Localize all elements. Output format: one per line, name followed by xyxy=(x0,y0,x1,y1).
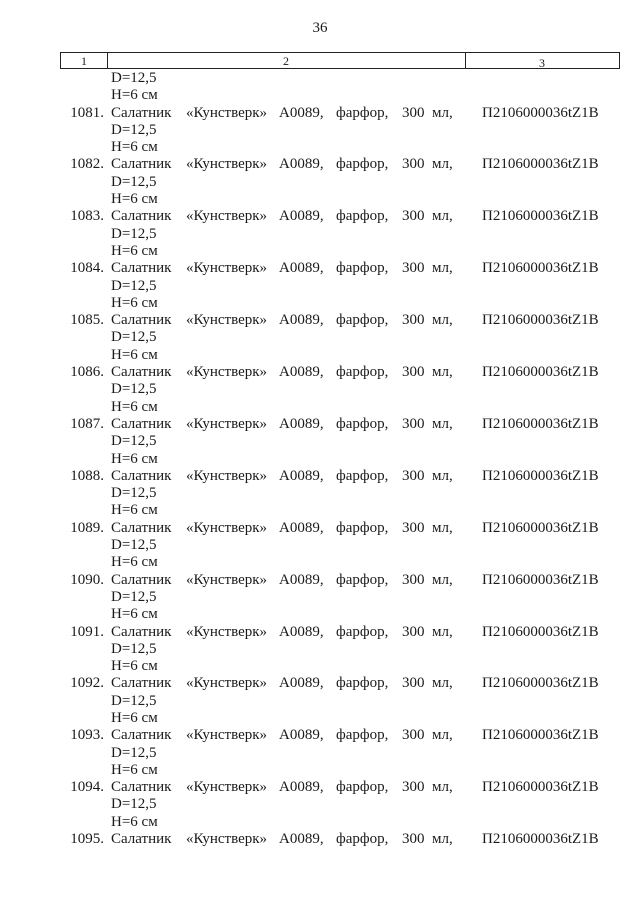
continuation-line xyxy=(0,191,640,208)
item-material: фарфор, xyxy=(336,467,389,484)
item-name: Салатник xyxy=(111,779,172,796)
continuation-line xyxy=(0,139,640,156)
item-article: A0089, xyxy=(279,104,324,121)
item-volume: 300 xyxy=(402,571,425,588)
item-height: H=6 см xyxy=(111,502,158,519)
continuation-line xyxy=(0,606,640,623)
row-number: 1085. xyxy=(70,312,104,329)
item-brand: «Кунстверк» xyxy=(186,727,268,744)
item-height: H=6 см xyxy=(111,658,158,675)
table-row xyxy=(0,312,640,329)
row-number: 1089. xyxy=(70,519,104,536)
item-name: Салатник xyxy=(111,831,172,848)
continuation-line xyxy=(0,399,640,416)
item-unit: мл, xyxy=(432,104,453,121)
continuation-line xyxy=(0,70,640,87)
item-article: A0089, xyxy=(279,312,324,329)
item-article: A0089, xyxy=(279,208,324,225)
continuation-line xyxy=(0,589,640,606)
item-article: A0089, xyxy=(279,415,324,432)
item-material: фарфор, xyxy=(336,571,389,588)
item-unit: мл, xyxy=(432,312,453,329)
item-volume: 300 xyxy=(402,467,425,484)
column-header-2: 2 xyxy=(107,53,466,68)
item-unit: мл, xyxy=(432,415,453,432)
item-brand: «Кунстверк» xyxy=(186,623,268,640)
row-number: 1086. xyxy=(70,364,104,381)
continuation-line xyxy=(0,745,640,762)
item-name: Салатник xyxy=(111,104,172,121)
item-unit: мл, xyxy=(432,260,453,277)
item-unit: мл, xyxy=(432,156,453,173)
item-code: П2106000036tZ1B xyxy=(482,623,599,640)
item-volume: 300 xyxy=(402,104,425,121)
item-brand: «Кунстверк» xyxy=(186,312,268,329)
continuation-line xyxy=(0,347,640,364)
row-number: 1092. xyxy=(70,675,104,692)
continuation-line xyxy=(0,710,640,727)
table-row xyxy=(0,364,640,381)
item-diameter: D=12,5 xyxy=(111,796,157,813)
continuation-line xyxy=(0,554,640,571)
item-height: H=6 см xyxy=(111,450,158,467)
item-brand: «Кунстверк» xyxy=(186,364,268,381)
continuation-line xyxy=(0,693,640,710)
item-article: A0089, xyxy=(279,675,324,692)
item-diameter: D=12,5 xyxy=(111,588,157,605)
item-diameter: D=12,5 xyxy=(111,329,157,346)
item-name: Салатник xyxy=(111,727,172,744)
page-number: 36 xyxy=(312,20,328,36)
row-number: 1094. xyxy=(70,779,104,796)
item-name: Салатник xyxy=(111,415,172,432)
table-row xyxy=(0,572,640,589)
item-brand: «Кунстверк» xyxy=(186,779,268,796)
item-name: Салатник xyxy=(111,675,172,692)
item-diameter: D=12,5 xyxy=(111,173,157,190)
item-code: П2106000036tZ1B xyxy=(482,415,599,432)
item-unit: мл, xyxy=(432,467,453,484)
table-row xyxy=(0,520,640,537)
item-brand: «Кунстверк» xyxy=(186,675,268,692)
item-brand: «Кунстверк» xyxy=(186,104,268,121)
item-name: Салатник xyxy=(111,623,172,640)
item-height: H=6 см xyxy=(111,761,158,778)
continuation-line xyxy=(0,502,640,519)
item-code: П2106000036tZ1B xyxy=(482,571,599,588)
table-row xyxy=(0,156,640,173)
continuation-line xyxy=(0,485,640,502)
item-code: П2106000036tZ1B xyxy=(482,104,599,121)
table-row xyxy=(0,416,640,433)
continuation-line xyxy=(0,796,640,813)
table-row xyxy=(0,831,640,848)
item-unit: мл, xyxy=(432,623,453,640)
column-header-1: 1 xyxy=(61,53,108,68)
continuation-line xyxy=(0,278,640,295)
continuation-line xyxy=(0,329,640,346)
item-code: П2106000036tZ1B xyxy=(482,467,599,484)
item-article: A0089, xyxy=(279,779,324,796)
item-name: Салатник xyxy=(111,260,172,277)
column-header-3: 3 xyxy=(539,56,545,70)
item-article: A0089, xyxy=(279,260,324,277)
item-unit: мл, xyxy=(432,519,453,536)
table-row xyxy=(0,675,640,692)
continuation-line xyxy=(0,537,640,554)
item-volume: 300 xyxy=(402,415,425,432)
row-number: 1081. xyxy=(70,104,104,121)
item-height: H=6 см xyxy=(111,813,158,830)
item-article: A0089, xyxy=(279,571,324,588)
continuation-line xyxy=(0,243,640,260)
item-name: Салатник xyxy=(111,467,172,484)
item-name: Салатник xyxy=(111,364,172,381)
item-name: Салатник xyxy=(111,571,172,588)
row-number: 1090. xyxy=(70,571,104,588)
row-number: 1093. xyxy=(70,727,104,744)
item-material: фарфор, xyxy=(336,727,389,744)
item-name: Салатник xyxy=(111,519,172,536)
item-volume: 300 xyxy=(402,779,425,796)
item-article: A0089, xyxy=(279,156,324,173)
row-number: 1088. xyxy=(70,467,104,484)
continuation-line xyxy=(0,87,640,104)
item-brand: «Кунстверк» xyxy=(186,415,268,432)
item-volume: 300 xyxy=(402,831,425,848)
row-number: 1091. xyxy=(70,623,104,640)
continuation-line xyxy=(0,381,640,398)
table-header xyxy=(60,52,620,69)
continuation-line xyxy=(0,122,640,139)
item-volume: 300 xyxy=(402,156,425,173)
item-material: фарфор, xyxy=(336,104,389,121)
item-article: A0089, xyxy=(279,727,324,744)
item-diameter: D=12,5 xyxy=(111,121,157,138)
continuation-line xyxy=(0,451,640,468)
item-volume: 300 xyxy=(402,260,425,277)
item-brand: «Кунстверк» xyxy=(186,831,268,848)
row-number: 1084. xyxy=(70,260,104,277)
item-code: П2106000036tZ1B xyxy=(482,831,599,848)
item-diameter: D=12,5 xyxy=(111,744,157,761)
item-height: H=6 см xyxy=(111,398,158,415)
item-diameter: D=12,5 xyxy=(111,537,157,554)
item-article: A0089, xyxy=(279,831,324,848)
item-height: H=6 см xyxy=(111,191,158,208)
item-code: П2106000036tZ1B xyxy=(482,675,599,692)
item-volume: 300 xyxy=(402,675,425,692)
item-material: фарфор, xyxy=(336,260,389,277)
item-name: Салатник xyxy=(111,156,172,173)
continuation-height: H=6 см xyxy=(111,87,158,104)
item-article: A0089, xyxy=(279,467,324,484)
item-material: фарфор, xyxy=(336,519,389,536)
item-unit: мл, xyxy=(432,675,453,692)
table-row xyxy=(0,468,640,485)
item-diameter: D=12,5 xyxy=(111,433,157,450)
item-article: A0089, xyxy=(279,364,324,381)
item-material: фарфор, xyxy=(336,156,389,173)
item-volume: 300 xyxy=(402,623,425,640)
item-code: П2106000036tZ1B xyxy=(482,312,599,329)
continuation-line xyxy=(0,641,640,658)
item-code: П2106000036tZ1B xyxy=(482,208,599,225)
item-brand: «Кунстверк» xyxy=(186,519,268,536)
item-code: П2106000036tZ1B xyxy=(482,156,599,173)
item-brand: «Кунстверк» xyxy=(186,571,268,588)
row-number: 1083. xyxy=(70,208,104,225)
item-unit: мл, xyxy=(432,779,453,796)
item-article: A0089, xyxy=(279,519,324,536)
item-height: H=6 см xyxy=(111,709,158,726)
item-diameter: D=12,5 xyxy=(111,640,157,657)
continuation-line xyxy=(0,814,640,831)
item-brand: «Кунстверк» xyxy=(186,260,268,277)
item-code: П2106000036tZ1B xyxy=(482,519,599,536)
continuation-diameter: D=12,5 xyxy=(111,70,157,86)
item-code: П2106000036tZ1B xyxy=(482,364,599,381)
item-material: фарфор, xyxy=(336,623,389,640)
item-name: Салатник xyxy=(111,208,172,225)
item-height: H=6 см xyxy=(111,346,158,363)
item-article: A0089, xyxy=(279,623,324,640)
item-volume: 300 xyxy=(402,364,425,381)
item-unit: мл, xyxy=(432,364,453,381)
item-volume: 300 xyxy=(402,208,425,225)
table-row xyxy=(0,779,640,796)
item-diameter: D=12,5 xyxy=(111,225,157,242)
item-volume: 300 xyxy=(402,727,425,744)
item-material: фарфор, xyxy=(336,675,389,692)
item-volume: 300 xyxy=(402,312,425,329)
item-brand: «Кунстверк» xyxy=(186,156,268,173)
table-row xyxy=(0,260,640,277)
item-diameter: D=12,5 xyxy=(111,485,157,502)
item-name: Салатник xyxy=(111,312,172,329)
item-brand: «Кунстверк» xyxy=(186,208,268,225)
item-code: П2106000036tZ1B xyxy=(482,779,599,796)
table-row xyxy=(0,105,640,122)
item-material: фарфор, xyxy=(336,208,389,225)
item-material: фарфор, xyxy=(336,364,389,381)
item-height: H=6 см xyxy=(111,294,158,311)
item-unit: мл, xyxy=(432,831,453,848)
row-number: 1082. xyxy=(70,156,104,173)
continuation-line xyxy=(0,762,640,779)
item-material: фарфор, xyxy=(336,831,389,848)
item-material: фарфор, xyxy=(336,415,389,432)
continuation-line xyxy=(0,174,640,191)
continuation-line xyxy=(0,295,640,312)
item-height: H=6 см xyxy=(111,606,158,623)
table-body xyxy=(0,70,640,848)
item-unit: мл, xyxy=(432,571,453,588)
table-row xyxy=(0,727,640,744)
item-unit: мл, xyxy=(432,727,453,744)
item-diameter: D=12,5 xyxy=(111,277,157,294)
item-height: H=6 см xyxy=(111,139,158,156)
item-code: П2106000036tZ1B xyxy=(482,727,599,744)
item-volume: 300 xyxy=(402,519,425,536)
item-code: П2106000036tZ1B xyxy=(482,260,599,277)
continuation-line xyxy=(0,433,640,450)
table-row xyxy=(0,208,640,225)
item-material: фарфор, xyxy=(336,779,389,796)
item-height: H=6 см xyxy=(111,242,158,259)
continuation-line xyxy=(0,658,640,675)
continuation-line xyxy=(0,226,640,243)
table-row xyxy=(0,624,640,641)
item-diameter: D=12,5 xyxy=(111,381,157,398)
row-number: 1087. xyxy=(70,415,104,432)
item-brand: «Кунстверк» xyxy=(186,467,268,484)
item-unit: мл, xyxy=(432,208,453,225)
row-number: 1095. xyxy=(70,831,104,848)
item-height: H=6 см xyxy=(111,554,158,571)
item-diameter: D=12,5 xyxy=(111,692,157,709)
item-material: фарфор, xyxy=(336,312,389,329)
